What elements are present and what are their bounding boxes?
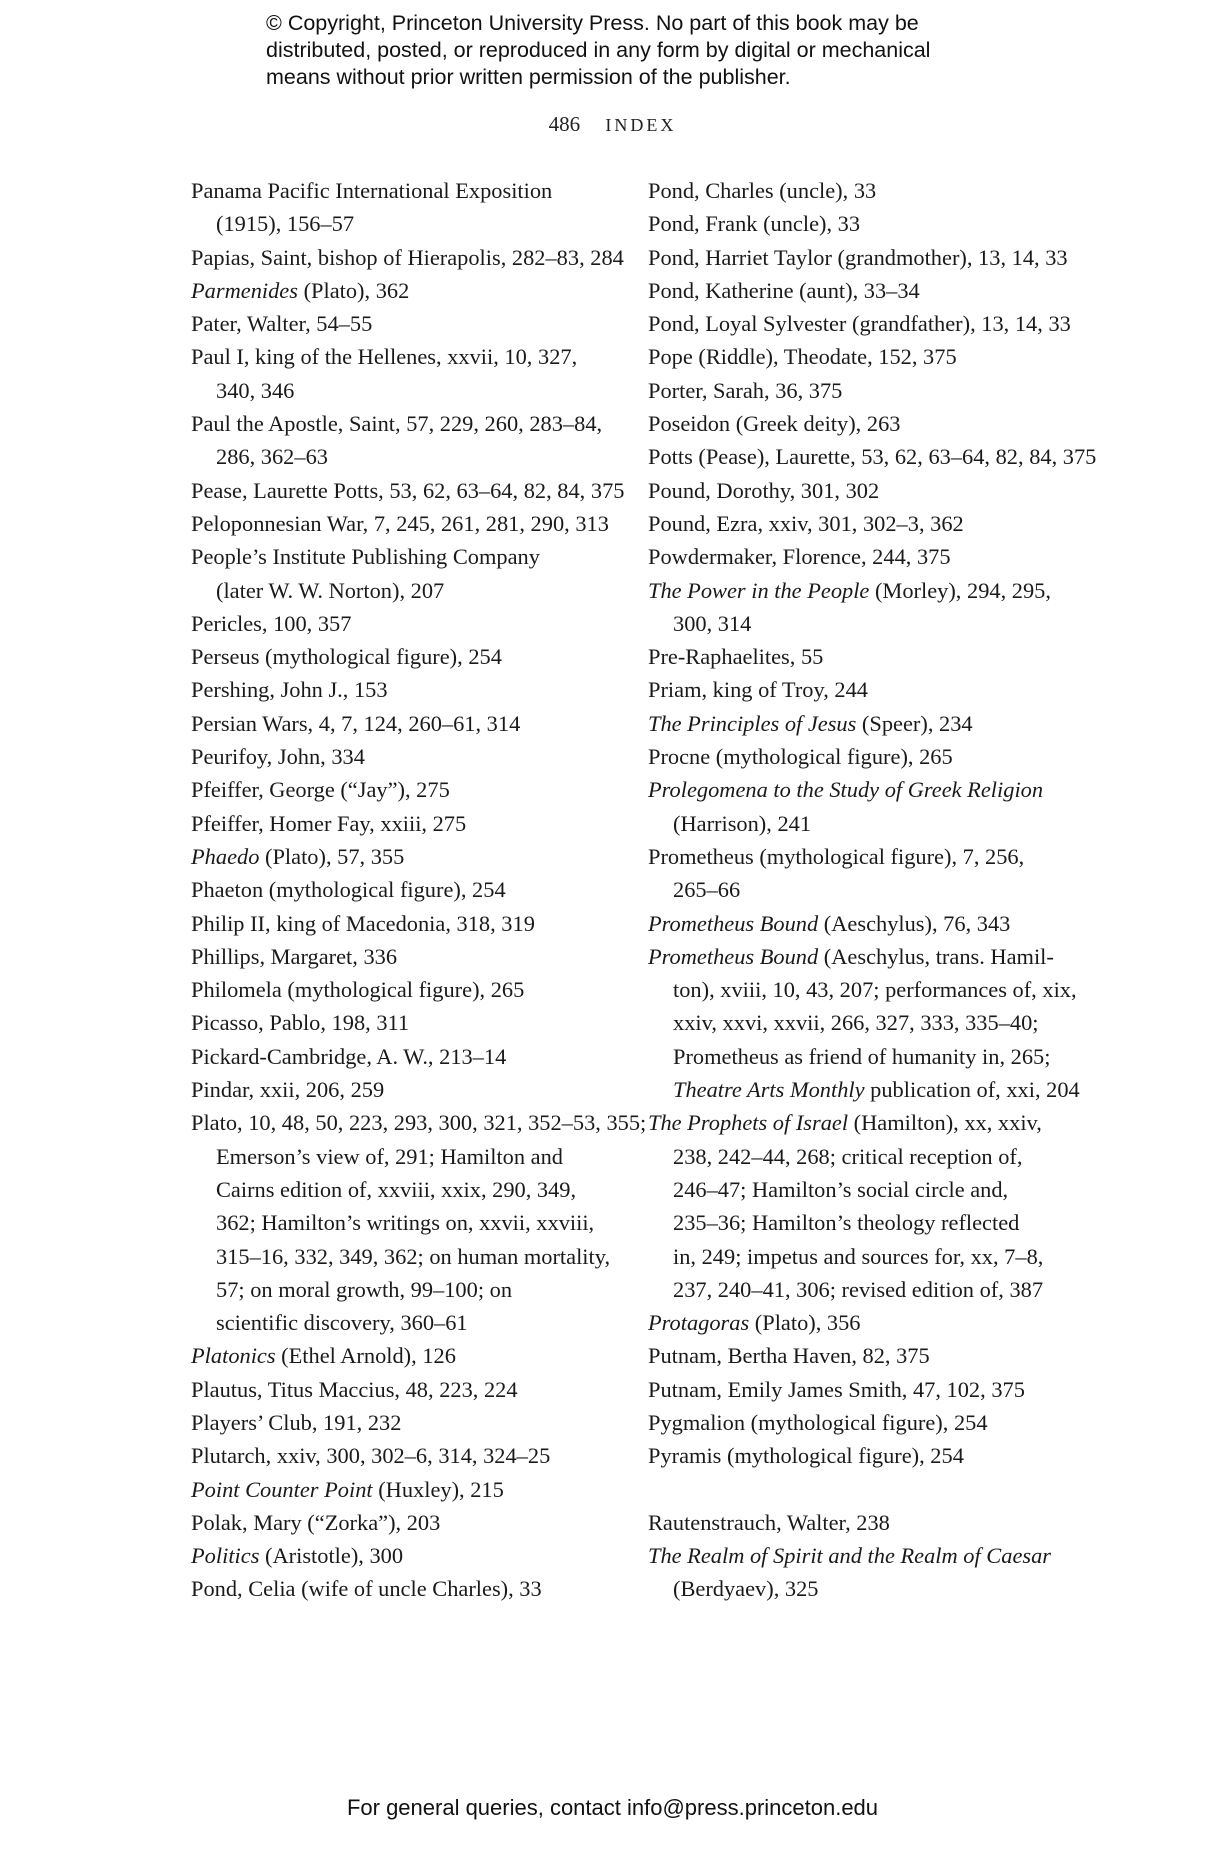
index-entry-continuation: 237, 240–41, 306; revised edition of, 387 [673,1276,1044,1302]
index-entry-continuation: Cairns edition of, xxviii, xxix, 290, 349, [216,1176,577,1202]
index-entry: Pond, Harriet Taylor (grandmother), 13, 14, 33 [648,244,1068,270]
index-entry: Pound, Dorothy, 301, 302 [648,477,880,503]
index-entry [648,1106,1063,1139]
index-entry-continuation: ton), xviii, 10, 43, 207; performances of, xix, [673,977,1077,1003]
index-entry-continuation: 246–47; Hamilton’s social circle and, [673,1176,1009,1202]
italic-title: Point Counter Point [191,1476,373,1502]
index-entry: Plautus, Titus Maccius, 48, 223, 224 [191,1376,518,1402]
index-entry-continuation: (Berdyaev), 325 [673,1576,819,1602]
index-entry: The Realm of Spirit and the Realm of Caesar [648,1543,1051,1569]
index-entry-continuation: (Harrison), 241 [673,810,812,836]
copyright-line: © Copyright, Princeton University Press. No part of this book may be [266,11,919,35]
index-entry: Pygmalion (mythological figure), 254 [648,1409,988,1435]
index-entry [191,1539,611,1572]
index-entry: Paul the Apostle, Saint, 57, 229, 260, 283–84, [191,411,603,437]
index-entry-continuation: scientific discovery, 360–61 [216,1310,468,1336]
index-entry-continuation: 286, 362–63 [216,444,328,470]
entry-text: (Plato), 356 [749,1310,861,1336]
index-entry: Peurifoy, John, 334 [191,744,365,770]
entry-text: publication of, xxi, 204 [864,1077,1080,1103]
index-entry-continuation: 340, 346 [216,377,295,403]
index-entry: Pericles, 100, 357 [191,610,352,636]
italic-title: Parmenides [191,277,298,303]
index-entry-continuation: 235–36; Hamilton’s theology reflected [673,1210,1020,1236]
page-title: INDEX [605,115,677,135]
index-entry-continuation: 300, 314 [673,610,752,636]
entry-text: (Plato), 362 [297,277,410,303]
index-entry-continuation [648,1073,1080,1106]
index-entry: Putnam, Bertha Haven, 82, 375 [648,1343,930,1369]
index-entry-continuation: xxiv, xxvi, xxvii, 266, 327, 333, 335–40; [673,1010,1039,1036]
index-entry-continuation: 265–66 [673,877,741,903]
index-entry: Philip II, king of Macedonia, 318, 319 [191,910,535,936]
index-entry: Pond, Celia (wife of uncle Charles), 33 [191,1576,542,1602]
index-entry-continuation: 238, 242–44, 268; critical reception of, [673,1143,1023,1169]
page-number: 486 [548,112,581,136]
index-entry: Pfeiffer, George (“Jay”), 275 [191,777,450,803]
index-entry: Prolegomena to the Study of Greek Religion [648,777,1044,803]
entry-text: (Plato), 57, 355 [259,843,405,869]
index-entry [648,907,1063,940]
index-entry: Procne (mythological figure), 265 [648,744,953,770]
index-entry: Plato, 10, 48, 50, 223, 293, 300, 321, 352–53, 355; [191,1110,647,1136]
index-entry: Pond, Charles (uncle), 33 [648,178,877,203]
index-entry: Pre-Raphaelites, 55 [648,644,824,670]
index-entry: Paul I, king of the Hellenes, xxvii, 10, 327, [191,344,578,370]
index-entry: Pound, Ezra, xxiv, 301, 302–3, 362 [648,510,964,536]
index-entry-continuation: Prometheus as friend of humanity in, 265; [673,1043,1051,1069]
italic-title: Protagoras [648,1310,750,1336]
entry-text: (Ethel Arnold), 126 [275,1343,456,1369]
index-entry: Players’ Club, 191, 232 [191,1409,402,1435]
index-entry: Pond, Katherine (aunt), 33–34 [648,277,920,303]
index-entry: Pater, Walter, 54–55 [191,311,373,337]
index-entry-continuation: (1915), 156–57 [216,211,355,237]
running-header [0,112,1225,137]
index-entry: Pond, Frank (uncle), 33 [648,211,861,237]
index-column-right [648,174,1097,1606]
footer-contact: For general queries, contact info@press.princeton.edu [346,1795,879,1820]
index-entry: Pyramis (mythological figure), 254 [648,1443,964,1469]
index-entry: Picasso, Pablo, 198, 311 [191,1010,410,1036]
index-entry-continuation: 362; Hamilton’s writings on, xxvii, xxviii, [216,1210,595,1236]
index-entry-continuation: 315–16, 332, 349, 362; on human mortality, [216,1243,611,1269]
entry-text: (Hamilton), xx, xxiv, [848,1110,1042,1136]
index-entry: Phaeton (mythological figure), 254 [191,877,506,903]
index-entry: Polak, Mary (“Zorka”), 203 [191,1509,441,1535]
index-entry: Pease, Laurette Potts, 53, 62, 63–64, 82, 84, 375 [191,477,625,503]
section-gap [648,1473,1063,1506]
index-entry: Panama Pacific International Exposition [191,178,553,203]
italic-title: Prometheus Bound [648,943,819,969]
index-entry: People’s Institute Publishing Company [191,544,540,570]
index-entry [191,1473,611,1506]
italic-title: The Principles of Jesus [648,710,857,736]
index-entry: Prometheus (mythological figure), 7, 256, [648,843,1025,869]
index-entry: Pope (Riddle), Theodate, 152, 375 [648,344,957,370]
index-entry: Priam, king of Troy, 244 [648,677,868,703]
entry-text: (Aristotle), 300 [259,1543,404,1569]
index-entry: Poseidon (Greek deity), 263 [648,411,901,437]
index-entry: Rautenstrauch, Walter, 238 [648,1509,890,1535]
italic-title: Theatre Arts Monthly [673,1077,865,1103]
index-entry [648,707,1063,740]
italic-title: Phaedo [191,843,260,869]
index-entry: Plutarch, xxiv, 300, 302–6, 314, 324–25 [191,1443,551,1469]
index-entry-continuation: Emerson’s view of, 291; Hamilton and [216,1143,563,1169]
index-entry: Phillips, Margaret, 336 [191,943,398,969]
index-entry: Papias, Saint, bishop of Hierapolis, 282–83, 284 [191,244,624,270]
index-entry: Pindar, xxii, 206, 259 [191,1077,385,1103]
index-entry-continuation: (later W. W. Norton), 207 [216,577,445,603]
index-entry: Perseus (mythological figure), 254 [191,644,502,670]
index-entry: Powdermaker, Florence, 244, 375 [648,544,951,570]
copyright-notice [266,10,1026,91]
index-entry-continuation: 57; on moral growth, 99–100; on [216,1276,513,1302]
index-entry: Pfeiffer, Homer Fay, xxiii, 275 [191,810,467,836]
index-entry [191,840,611,873]
entry-text: (Aeschylus), 76, 343 [818,910,1011,936]
entry-text: (Morley), 294, 295, [869,577,1051,603]
index-entry: Philomela (mythological figure), 265 [191,977,525,1003]
copyright-line: distributed, posted, or reproduced in any form by digital or mechanical [266,38,931,62]
index-entry: Putnam, Emily James Smith, 47, 102, 375 [648,1376,1025,1402]
index-entry [648,574,1063,607]
index-entry [648,940,1063,973]
index-entry: Persian Wars, 4, 7, 124, 260–61, 314 [191,710,521,736]
index-column-left [191,174,647,1606]
italic-title: Platonics [191,1343,276,1369]
italic-title: The Power in the People [648,577,870,603]
index-entry: Peloponnesian War, 7, 245, 261, 281, 290, 313 [191,510,609,536]
italic-title: Prometheus Bound [648,910,819,936]
index-entry: Porter, Sarah, 36, 375 [648,377,843,403]
index-entry [648,1306,1063,1339]
index-entry: Potts (Pease), Laurette, 53, 62, 63–64, 82, 84, 375 [648,444,1097,470]
index-entry-continuation: in, 249; impetus and sources for, xx, 7–8, [673,1243,1044,1269]
copyright-line: means without prior written permission of the publisher. [266,65,791,89]
entry-text: (Speer), 234 [856,710,973,736]
index-entry: Pershing, John J., 153 [191,677,388,703]
italic-title: Politics [191,1543,260,1569]
entry-text: (Aeschylus, trans. Hamil- [818,943,1054,969]
index-entry [191,274,611,307]
index-entry: Pickard-Cambridge, A. W., 213–14 [191,1043,507,1069]
entry-text: (Huxley), 215 [372,1476,504,1502]
index-entry: Pond, Loyal Sylvester (grandfather), 13, 14, 33 [648,311,1071,337]
index-entry [191,1339,611,1372]
italic-title: The Prophets of Israel [648,1110,849,1136]
